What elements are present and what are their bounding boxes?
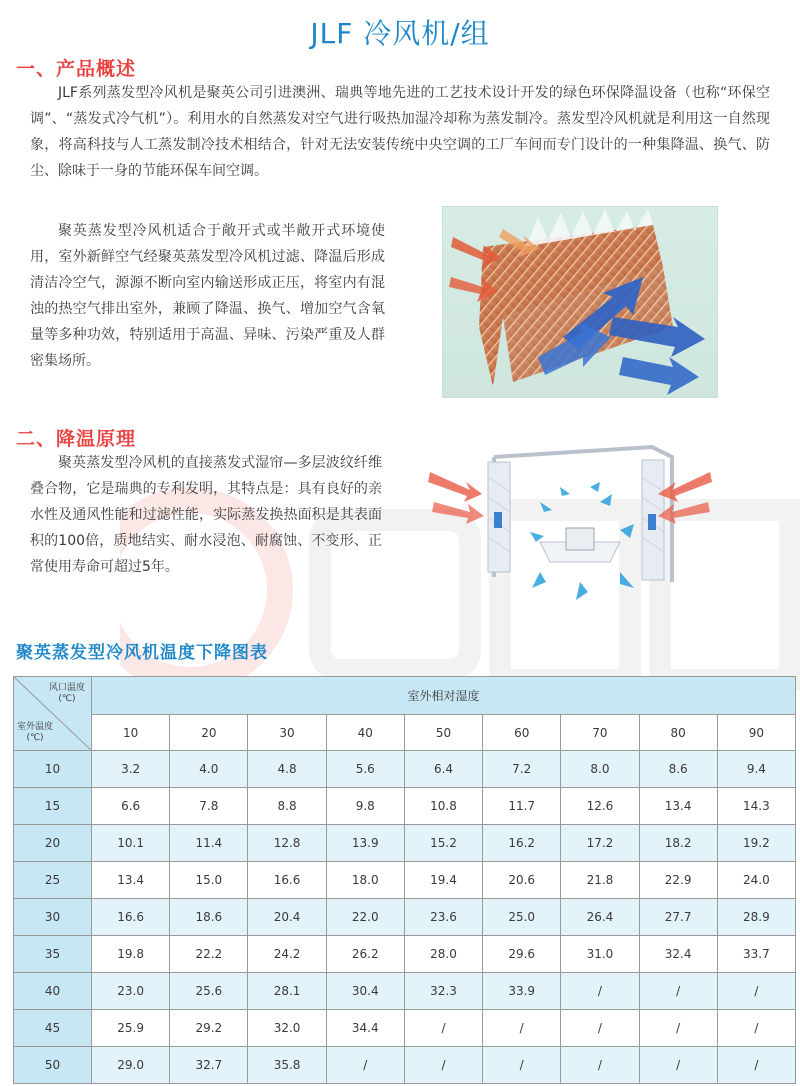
table-row — [14, 1047, 796, 1084]
table-cell: 31.0 — [561, 936, 639, 973]
table-cell: 8.0 — [561, 751, 639, 788]
table-cell: 9.8 — [326, 788, 404, 825]
table-cell: 32.7 — [170, 1047, 248, 1084]
table-cell: 11.4 — [170, 825, 248, 862]
table-row — [14, 936, 796, 973]
table-cell: 8.8 — [248, 788, 326, 825]
table-cell: 18.6 — [170, 899, 248, 936]
table-cell: / — [404, 1010, 482, 1047]
table-cell: 10.1 — [92, 825, 170, 862]
table-cell: 8.6 — [639, 751, 717, 788]
table-cell: 22.0 — [326, 899, 404, 936]
table-cell: 29.6 — [483, 936, 561, 973]
table-cell: 22.2 — [170, 936, 248, 973]
overview-paragraph-2: 聚英蒸发型冷风机适合于敞开式或半敞开式环境使用，室外新鲜空气经聚英蒸发型冷风机过滤、降温后形成清洁冷空气，源源不断向室内输送形成正压，将室内有混浊的热空气排出室外，兼顾了降温、换气、增加空气含氧量等多种功效，特别适用于高温、异味、污染严重及人群密集场所。 — [30, 223, 385, 369]
temperature-drop-table — [13, 676, 796, 1084]
table-cell: 19.2 — [717, 825, 795, 862]
air-cooler-airflow-diagram — [420, 432, 720, 622]
table-cell: 29.0 — [92, 1047, 170, 1084]
table-cell: 7.8 — [170, 788, 248, 825]
row-header: 10 — [14, 751, 92, 788]
table-cell: 24.0 — [717, 862, 795, 899]
table-cell: 10.8 — [404, 788, 482, 825]
table-cell: 17.2 — [561, 825, 639, 862]
table-cell: 26.4 — [561, 899, 639, 936]
table-cell: 25.0 — [483, 899, 561, 936]
table-cell: / — [561, 1010, 639, 1047]
table-cell: 9.4 — [717, 751, 795, 788]
table-cell: 7.2 — [483, 751, 561, 788]
table-title: 聚英蒸发型冷风机温度下降图表 — [16, 643, 268, 663]
column-header: 30 — [248, 715, 326, 751]
table-cell: / — [717, 1010, 795, 1047]
row-header: 25 — [14, 862, 92, 899]
corner-outdoor-temp-text: 室外温度 (℃) — [17, 722, 54, 743]
table-cell: 12.8 — [248, 825, 326, 862]
table-cell: / — [717, 973, 795, 1010]
table-cell: 30.4 — [326, 973, 404, 1010]
table-cell: / — [561, 1047, 639, 1084]
table-cell: 26.2 — [326, 936, 404, 973]
table-cell: / — [404, 1047, 482, 1084]
table-cell: 16.6 — [248, 862, 326, 899]
row-header: 20 — [14, 825, 92, 862]
table-cell: 15.0 — [170, 862, 248, 899]
section-heading-principle: 二、降温原理 — [16, 428, 137, 450]
table-cell: / — [639, 1010, 717, 1047]
table-cell: 18.0 — [326, 862, 404, 899]
cooling-pad-illustration — [442, 206, 718, 398]
row-header: 30 — [14, 899, 92, 936]
table-cell: 32.3 — [404, 973, 482, 1010]
table-cell: / — [326, 1047, 404, 1084]
table-cell: 12.6 — [561, 788, 639, 825]
table-cell: 20.4 — [248, 899, 326, 936]
table-row — [14, 1010, 796, 1047]
table-cell: 23.0 — [92, 973, 170, 1010]
column-header: 80 — [639, 715, 717, 751]
table-cell: 21.8 — [561, 862, 639, 899]
column-header: 10 — [92, 715, 170, 751]
principle-paragraph: 聚英蒸发型冷风机的直接蒸发式湿帘—多层波纹纤维叠合物，它是瑞典的专利发明，其特点是：具有良好的亲水性及通风性能和过滤性能，实际蒸发换热面积是其表面积的100倍，质地结实、耐水浸泡、耐腐蚀、不变形、正常使用寿命可超过5年。 — [30, 455, 382, 575]
table-cell: 32.4 — [639, 936, 717, 973]
row-header: 45 — [14, 1010, 92, 1047]
corner-outlet-temp-label — [49, 683, 85, 705]
table-cell: 35.8 — [248, 1047, 326, 1084]
table-cell: 6.6 — [92, 788, 170, 825]
row-header: 40 — [14, 973, 92, 1010]
table-cell: / — [717, 1047, 795, 1084]
table-cell: 6.4 — [404, 751, 482, 788]
column-header: 60 — [483, 715, 561, 751]
table-cell: 33.9 — [483, 973, 561, 1010]
table-cell: 16.6 — [92, 899, 170, 936]
row-header: 50 — [14, 1047, 92, 1084]
table-cell: 23.6 — [404, 899, 482, 936]
table-cell: 14.3 — [717, 788, 795, 825]
column-header: 40 — [326, 715, 404, 751]
table-cell: 33.7 — [717, 936, 795, 973]
table-row — [14, 862, 796, 899]
overview-paragraph-1: JLF系列蒸发型冷风机是聚英公司引进澳洲、瑞典等地先进的工艺技术设计开发的绿色环保降温设备（也称“环保空调”、“蒸发式冷气机”）。利用水的自然蒸发对空气进行吸热加湿冷却称为蒸发制冷。蒸发型冷风机就是利用这一自然现象，将高科技与人工蒸发制冷技术相结合，针对无法安装传统中央空调的工厂车间而专门设计的一种集降温、换气、防尘、除味于一身的节能环保车间空调。 — [30, 85, 770, 179]
table-cell: / — [483, 1047, 561, 1084]
table-cell: 19.8 — [92, 936, 170, 973]
table-cell: 13.4 — [639, 788, 717, 825]
table-cell: 28.1 — [248, 973, 326, 1010]
table-row — [14, 899, 796, 936]
table-cell: 32.0 — [248, 1010, 326, 1047]
table-cell: / — [483, 1010, 561, 1047]
page-title: JLF 冷风机/组 — [310, 17, 490, 50]
column-header: 20 — [170, 715, 248, 751]
table-cell: 20.6 — [483, 862, 561, 899]
table-cell: 22.9 — [639, 862, 717, 899]
column-header: 50 — [404, 715, 482, 751]
column-group-header: 室外相对湿度 — [92, 677, 796, 715]
row-header: 35 — [14, 936, 92, 973]
table-cell: / — [639, 1047, 717, 1084]
table-row — [14, 825, 796, 862]
table-cell: 25.6 — [170, 973, 248, 1010]
table-cell: 15.2 — [404, 825, 482, 862]
table-row — [14, 973, 796, 1010]
table-cell: 28.9 — [717, 899, 795, 936]
table-cell: 34.4 — [326, 1010, 404, 1047]
table-row — [14, 751, 796, 788]
table-row — [14, 788, 796, 825]
table-cell: 5.6 — [326, 751, 404, 788]
table-cell: 24.2 — [248, 936, 326, 973]
table-cell: 18.2 — [639, 825, 717, 862]
table-cell: 25.9 — [92, 1010, 170, 1047]
table-cell: 3.2 — [92, 751, 170, 788]
table-cell: 13.4 — [92, 862, 170, 899]
table-cell: 29.2 — [170, 1010, 248, 1047]
table-cell: 27.7 — [639, 899, 717, 936]
table-cell: 19.4 — [404, 862, 482, 899]
table-cell: 4.8 — [248, 751, 326, 788]
table-cell: / — [561, 973, 639, 1010]
table-corner-cell — [14, 677, 92, 751]
row-header: 15 — [14, 788, 92, 825]
table-cell: 11.7 — [483, 788, 561, 825]
column-header: 90 — [717, 715, 795, 751]
table-cell: 13.9 — [326, 825, 404, 862]
section-heading-overview: 一、产品概述 — [16, 58, 137, 80]
table-cell: 4.0 — [170, 751, 248, 788]
table-cell: / — [639, 973, 717, 1010]
corner-outdoor-temp-label — [17, 722, 53, 744]
column-header: 70 — [561, 715, 639, 751]
table-cell: 28.0 — [404, 936, 482, 973]
table-cell: 16.2 — [483, 825, 561, 862]
corner-outlet-temp-text: 风口温度 (℃) — [48, 683, 85, 704]
